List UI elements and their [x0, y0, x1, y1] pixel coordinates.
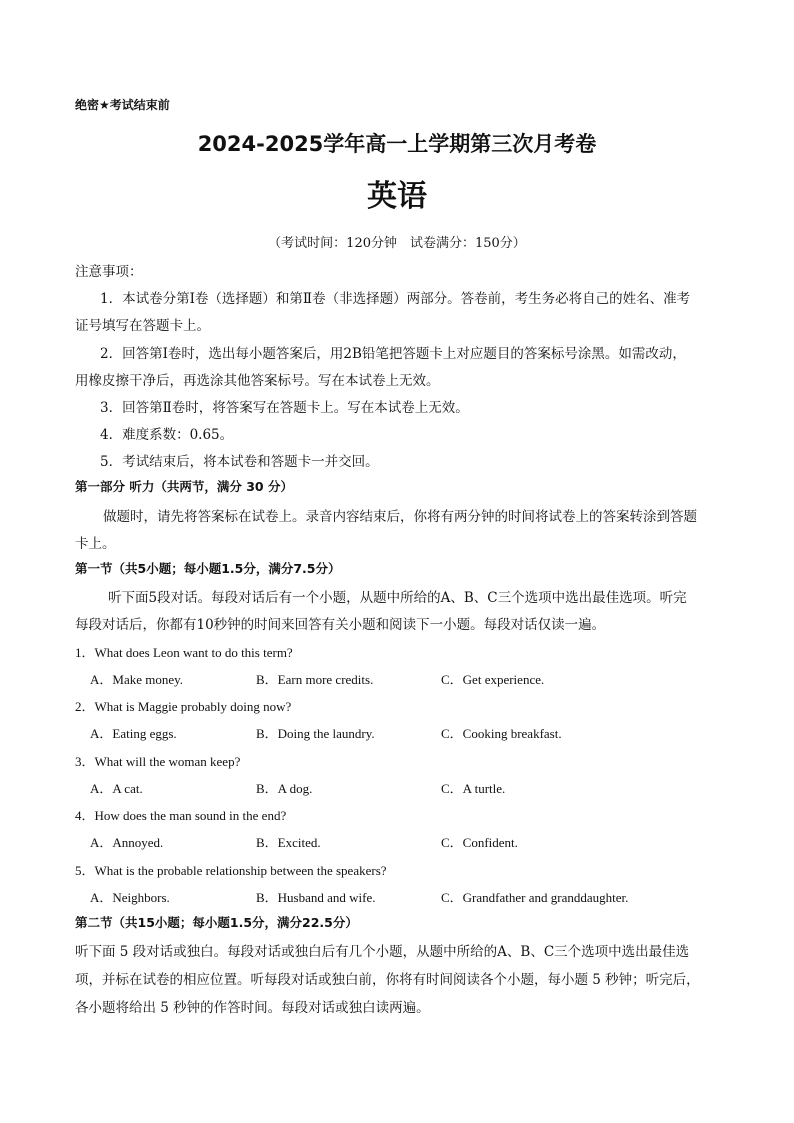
question-4-option-b: B．Excited.	[256, 835, 321, 850]
question-4-option-a: A．Annoyed.	[90, 835, 164, 850]
question-2-option-c: C．Cooking breakfast.	[441, 726, 562, 741]
question-3-option-c: C．A turtle.	[441, 781, 506, 796]
section2-heading: 第二节（共15小题；每小题1.5分，满分22.5分）	[75, 915, 358, 930]
question-1-option-c: C．Get experience.	[441, 672, 545, 687]
notice-heading: 注意事项：	[75, 264, 143, 280]
question-5-option-c: C．Grandfather and granddaughter.	[441, 890, 629, 905]
notice-item-2-line-1: 2．回答第Ⅰ卷时，选出每小题答案后，用2B铅笔把答题卡上对应题目的答案标号涂黑。如需改动，	[100, 346, 686, 362]
question-2-stem: 2．What is Maggie probably doing now?	[75, 699, 292, 714]
notice-item-4: 4．难度系数：0.65。	[100, 427, 234, 443]
question-3-option-b: B．A dog.	[256, 781, 313, 796]
question-1-stem: 1．What does Leon want to do this term?	[75, 645, 293, 660]
part1-intro-line-2: 卡上。	[75, 536, 116, 552]
question-1-option-a: A．Make money.	[90, 672, 184, 687]
section2-intro-line-2: 项，并标在试卷的相应位置。听每段对话或独白前，你将有时间阅读各个小题，每小题 5 秒钟；听完后，	[75, 972, 700, 988]
exam-info: （考试时间：120分钟 试卷满分：150分）	[268, 236, 526, 251]
question-2-option-b: B．Doing the laundry.	[256, 726, 375, 741]
question-4-option-c: C．Confident.	[441, 835, 518, 850]
notice-item-5: 5．考试结束后，将本试卷和答题卡一并交回。	[100, 454, 379, 470]
part1-heading: 第一部分 听力（共两节，满分 30 分）	[75, 479, 293, 494]
question-3-stem: 3．What will the woman keep?	[75, 754, 241, 769]
notice-item-1-line-2: 证号填写在答题卡上。	[75, 318, 210, 334]
section1-heading: 第一节（共5小题；每小题1.5分，满分7.5分）	[75, 561, 341, 576]
section2-intro-line-1: 听下面 5 段对话或独白。每段对话或独白后有几个小题，从题中所给的A、B、C三个选项中选出最佳选	[75, 944, 690, 960]
question-5-stem: 5．What is the probable relationship between the speakers?	[75, 863, 387, 878]
notice-item-1-line-1: 1．本试卷分第Ⅰ卷（选择题）和第Ⅱ卷（非选择题）两部分。答卷前，考生务必将自己的姓名、准考	[100, 291, 691, 307]
question-5-option-a: A．Neighbors.	[90, 890, 170, 905]
subject-title: 英语	[367, 179, 427, 214]
confidential-label: 绝密★考试结束前	[75, 98, 170, 112]
question-5-option-b: B．Husband and wife.	[256, 890, 376, 905]
exam-title: 2024-2025学年高一上学期第三次月考卷	[197, 132, 597, 156]
question-2-option-a: A．Eating eggs.	[90, 726, 177, 741]
section1-intro-line-1: 听下面5段对话。每段对话后有一个小题，从题中所给的A、B、C三个选项中选出最佳选项。听完	[108, 590, 687, 606]
notice-item-2-line-2: 用橡皮擦干净后，再选涂其他答案标号。写在本试卷上无效。	[75, 373, 440, 389]
question-3-option-a: A．A cat.	[90, 781, 143, 796]
question-1-option-b: B．Earn more credits.	[256, 672, 374, 687]
question-4-stem: 4．How does the man sound in the end?	[75, 808, 287, 823]
notice-item-3: 3．回答第Ⅱ卷时，将答案写在答题卡上。写在本试卷上无效。	[100, 400, 469, 416]
section1-intro-line-2: 每段对话后，你都有10秒钟的时间来回答有关小题和阅读下一小题。每段对话仅读一遍。	[75, 617, 606, 633]
section2-intro-line-3: 各小题将给出 5 秒钟的作答时间。每段对话或独白读两遍。	[75, 1000, 430, 1016]
part1-intro-line-1: 做题时，请先将答案标在试卷上。录音内容结束后，你将有两分钟的时间将试卷上的答案转涂到答题	[103, 509, 697, 525]
